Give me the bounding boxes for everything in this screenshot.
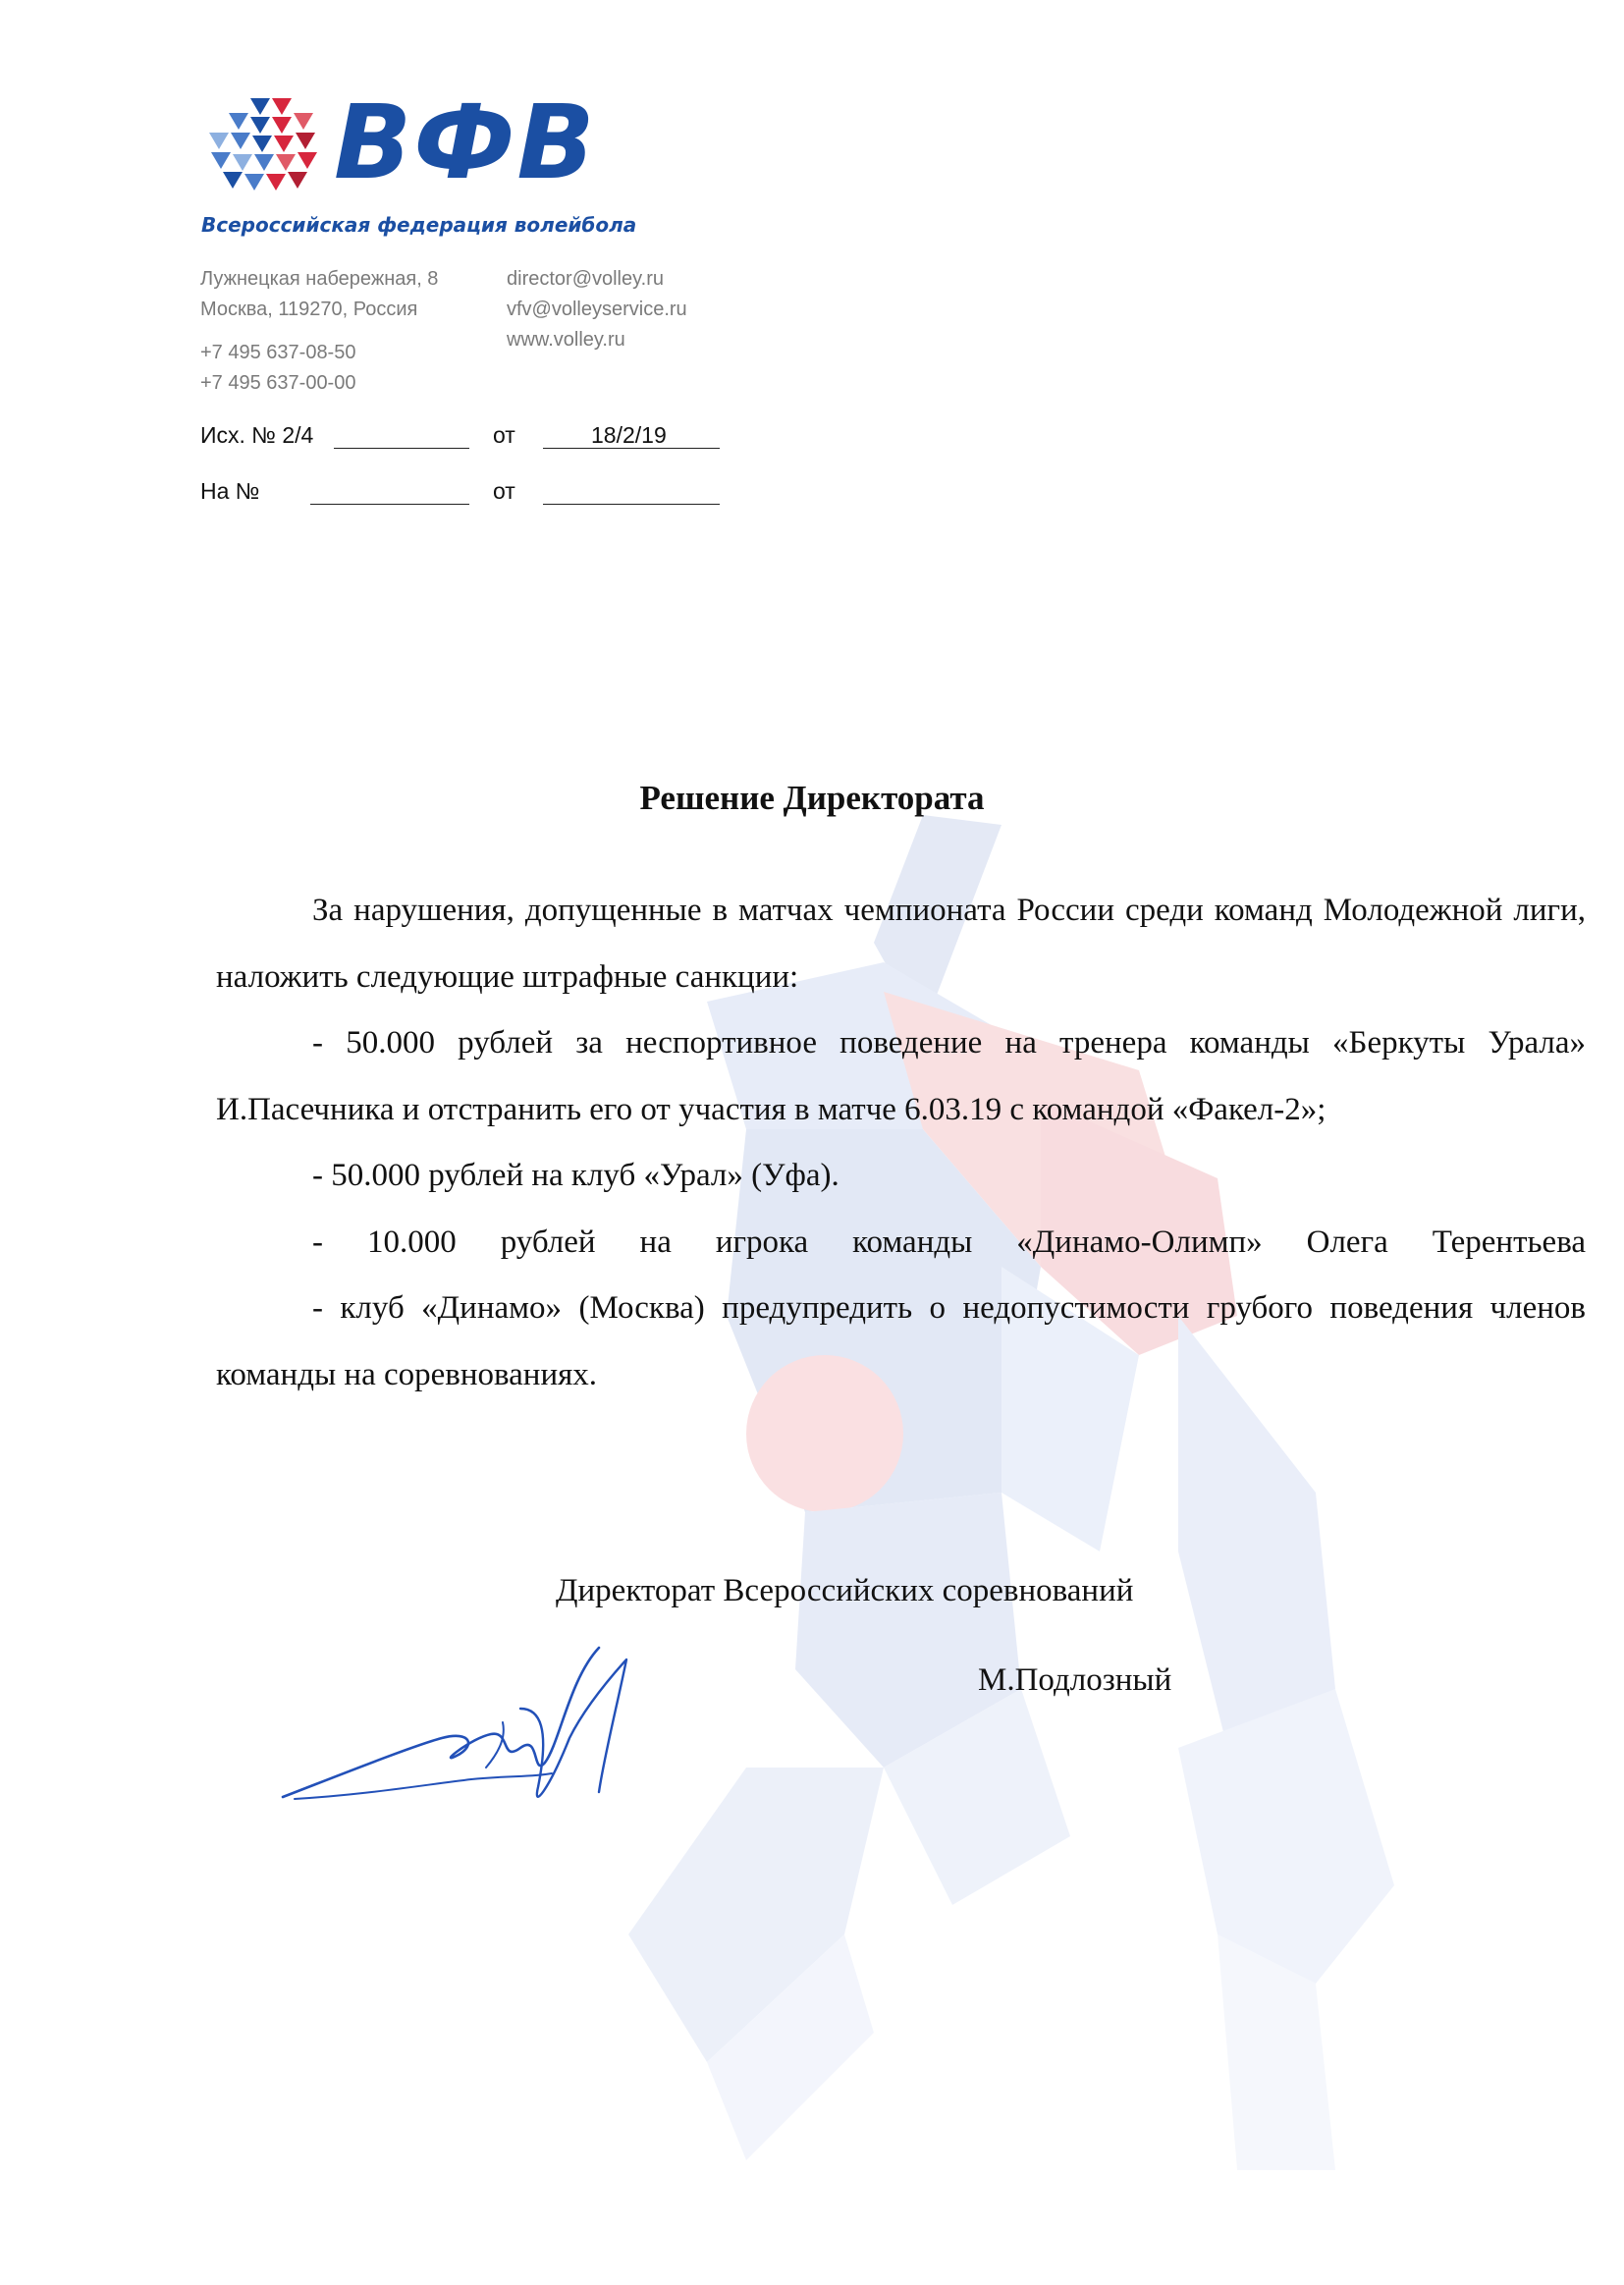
sanction-item-3: - 10.000 рублей на игрока команды «Динамо-Олимп» Олега Терентьева [312, 1224, 1586, 1260]
org-name: Всероссийская федерация волейбола [201, 213, 637, 237]
phone-block [200, 338, 355, 399]
email-1: director@volley.ru [507, 268, 664, 290]
outgoing-date-underline [543, 448, 720, 449]
outgoing-from-label: от [493, 422, 515, 448]
signatory-name: М.Подлозный [978, 1662, 1172, 1698]
reference-number-label: На № [200, 478, 260, 504]
sanction-item-1: - 50.000 рублей за неспортивное поведение на тренера команды «Беркуты Урала» И.Пасечника и отстранить его от участия в матче 6.03.19 с командой «Факел-2»; [216, 1025, 1586, 1127]
address-line-1: Лужнецкая набережная, 8 [200, 268, 439, 290]
web-contacts-block [507, 264, 687, 355]
reference-number-underline [310, 504, 469, 505]
sanction-item-4: - клуб «Динамо» (Москва) предупредить о недопустимости грубого поведения членов команды на соревнованиях. [216, 1290, 1586, 1392]
logo-wordmark: ВФВ [334, 82, 597, 202]
outgoing-number-underline [334, 448, 469, 449]
outgoing-date: 18/2/19 [591, 422, 667, 448]
phone-1: +7 495 637-08-50 [200, 342, 356, 363]
reference-from-label: от [493, 478, 515, 504]
phone-2: +7 495 637-00-00 [200, 372, 356, 394]
email-2: vfv@volleyservice.ru [507, 299, 687, 320]
logo-emblem-icon [201, 93, 329, 201]
vfv-logo [201, 82, 653, 250]
website: www.volley.ru [507, 329, 625, 351]
address-block [200, 264, 438, 325]
handwritten-signature [275, 1640, 658, 1817]
document-body [216, 878, 1586, 1408]
address-line-2: Москва, 119270, Россия [200, 299, 418, 320]
intro-paragraph: За нарушения, допущенные в матчах чемпионата России среди команд Молодежной лиги, наложить следующие штрафные санкции: [216, 893, 1586, 995]
signatory-org: Директорат Всероссийских соревнований [556, 1573, 1134, 1608]
sanction-item-2: - 50.000 рублей на клуб «Урал» (Уфа). [312, 1158, 839, 1193]
reference-date-underline [543, 504, 720, 505]
outgoing-number-label: Исх. № 2/4 [200, 422, 314, 448]
document-title: Решение Директората [639, 779, 985, 817]
